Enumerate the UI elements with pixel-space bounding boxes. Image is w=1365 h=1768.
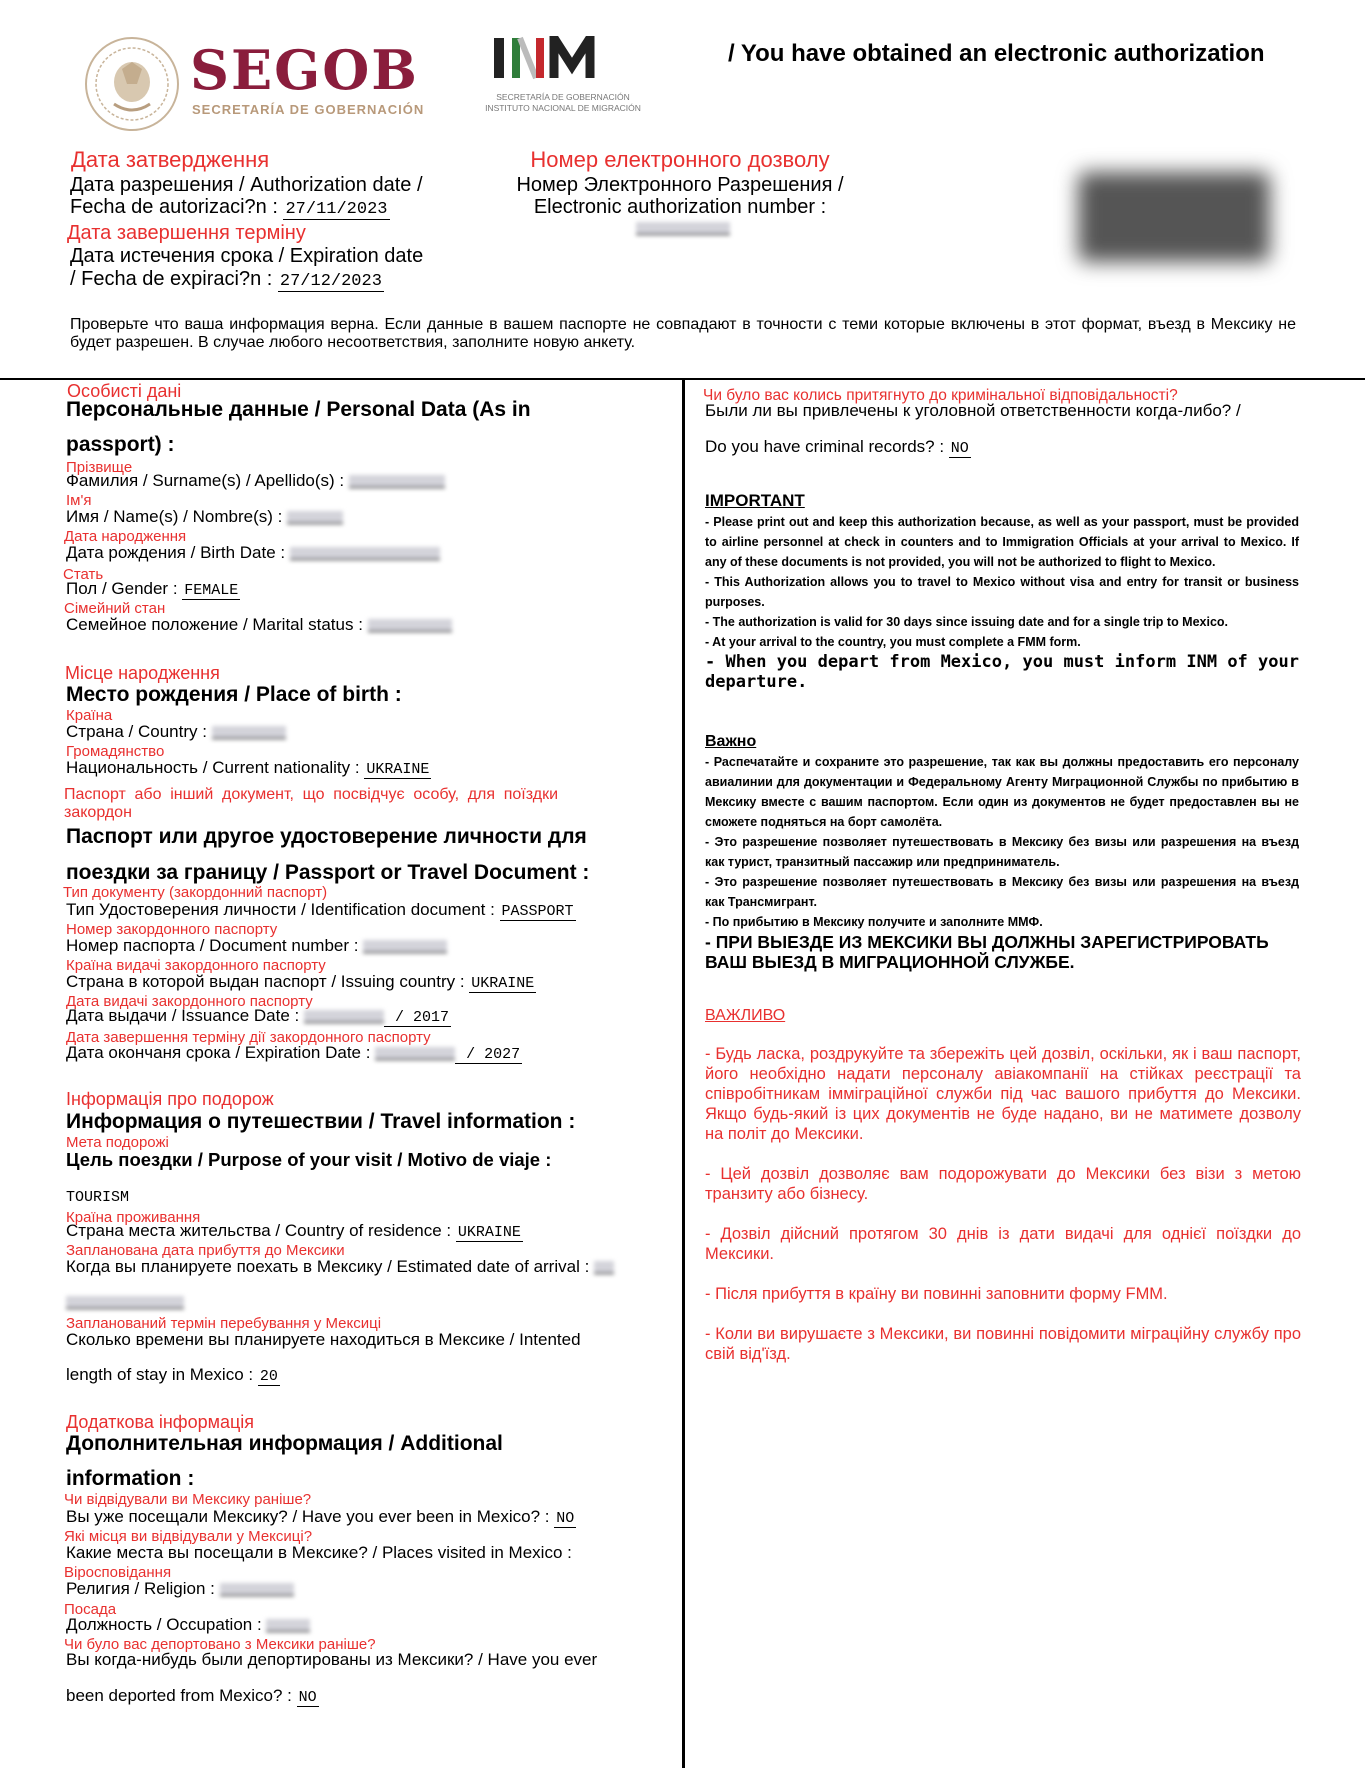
inm-logo — [468, 36, 658, 116]
expiry-line2 — [70, 268, 384, 293]
arrival-value-redacted-2 — [66, 1296, 184, 1309]
expiry-label-uk: Дата завершення терміну — [67, 222, 306, 244]
residence-label: Страна места жительства / Country of residence : — [66, 1221, 456, 1240]
occupation-value-redacted — [266, 1619, 310, 1632]
important-en-section — [705, 490, 1299, 692]
issuance-date-label: Дата выдачи / Issuance Date : — [66, 1006, 304, 1025]
religion-value-redacted — [220, 1583, 294, 1596]
dob-field — [66, 543, 440, 563]
marital-label-uk: Сімейний стан — [64, 600, 166, 617]
surname-value-redacted — [349, 475, 445, 488]
visited-value: NO — [556, 1510, 575, 1527]
issuance-date-redacted — [304, 1010, 384, 1023]
travel-heading: Информация о путешествии / Travel information : — [66, 1110, 576, 1133]
nationality-field — [66, 758, 431, 780]
expiration-date-label: Дата окончаня срока / Expiration Date : — [66, 1043, 376, 1062]
deported-label-uk: Чи було вас депортовано з Мексики раніше? — [64, 1636, 376, 1653]
doc-number-field — [66, 936, 447, 956]
issuance-date-value: / 2017 — [385, 1009, 449, 1026]
country-value-redacted — [212, 726, 286, 739]
nationality-value: UKRAINE — [366, 761, 430, 778]
stay-label-uk: Запланований термін перебування у Мексиці — [66, 1315, 382, 1332]
issuing-country-field — [66, 972, 536, 994]
important-ru-p5: - ПРИ ВЫЕЗДЕ ИЗ МЕКСИКИ ВЫ ДОЛЖНЫ ЗАРЕГИСТРИРОВАТЬ ВАШ ВЫЕЗД В МИГРАЦИОННОЙ СЛУЖБЕ. — [705, 932, 1269, 972]
approval-date-label-uk: Дата затвердження — [71, 147, 270, 172]
auth-date-line2 — [70, 196, 390, 221]
personal-heading-uk: Особисті дані — [67, 381, 182, 401]
surname-field — [66, 471, 445, 491]
arrival-label: Когда вы планируете поехать в Мексику / Estimated date of arrival : — [66, 1257, 595, 1276]
additional-heading-uk: Додаткова інформація — [66, 1412, 255, 1432]
criminal-value: NO — [950, 440, 969, 457]
marital-label: Семейное положение / Marital status : — [66, 615, 368, 634]
occupation-field — [66, 1615, 310, 1635]
religion-label: Религия / Religion : — [66, 1579, 220, 1598]
personal-heading-line1: Персональные данные / Personal Data (As in — [66, 398, 531, 421]
dob-label: Дата рождения / Birth Date : — [66, 543, 290, 562]
passport-heading-line2: поездки за границу / Passport or Travel Document : — [66, 861, 590, 884]
gender-field — [66, 579, 240, 601]
segob-logo — [82, 34, 442, 134]
issuance-date-label-uk: Дата видачі закордонного паспорту — [66, 993, 313, 1010]
doc-type-field — [66, 900, 576, 922]
important-ru-p3: - Это разрешение позволяет путешествовать в Мексику без визы или разрешения на въезд как Трансмигрант. — [705, 875, 1299, 909]
name-field — [66, 507, 343, 527]
expiration-date-label-uk: Дата завершення терміну дії закордонного паспорту — [66, 1029, 431, 1046]
important-uk-p2: - Цей дозвіл дозволяє вам подорожувати до Мексики без візи з метою транзиту або бізнесу. — [705, 1165, 1301, 1203]
issuing-country-value: UKRAINE — [471, 975, 535, 992]
important-uk-heading: ВАЖЛИВО — [705, 1007, 786, 1024]
name-value-redacted — [287, 511, 343, 524]
doc-number-label: Номер паспорта / Document number : — [66, 936, 364, 955]
auth-number-value-redacted — [636, 222, 730, 235]
visited-field — [66, 1507, 576, 1529]
page-title: / You have obtained an electronic authorization — [728, 40, 1265, 67]
residence-field — [66, 1221, 523, 1243]
birth-heading: Место рождения / Place of birth : — [66, 683, 402, 706]
additional-heading-line1: Дополнительная информация / Additional — [66, 1432, 503, 1455]
surname-label-uk: Прізвище — [66, 459, 133, 476]
stay-value: 20 — [259, 1368, 278, 1385]
passport-heading-uk: Паспорт або інший документ, що посвідчує особу, для поїздки закордон — [64, 786, 558, 821]
important-ru-p4: - По прибытию в Мексику получите и заполните ММФ. — [705, 915, 1043, 929]
nationality-label-uk: Громадянство — [66, 743, 165, 760]
mexican-eagle-seal-icon — [82, 34, 182, 134]
occupation-label-uk: Посада — [64, 1601, 117, 1618]
auth-number-line1: Номер Электронного Разрешения / — [516, 174, 844, 196]
occupation-label: Должность / Occupation : — [66, 1615, 267, 1634]
marital-field — [66, 615, 452, 635]
name-label-uk: Ім'я — [66, 492, 92, 509]
gender-value: FEMALE — [184, 582, 239, 599]
passport-heading-line1: Паспорт или другое удостоверение личности для — [66, 825, 587, 848]
places-label-uk: Які місця ви відвідували у Мексиці? — [64, 1528, 313, 1545]
nationality-label: Национальность / Current nationality : — [66, 758, 365, 777]
criminal-question-ru: Были ли вы привлечены к уголовной ответственности когда-либо? / — [705, 401, 1241, 420]
purpose-label-uk: Мета подорожі — [66, 1134, 169, 1151]
doc-number-label-uk: Номер закордонного паспорту — [66, 921, 278, 938]
purpose-value: TOURISM — [66, 1189, 130, 1206]
visited-label-uk: Чи відвідували ви Мексику раніше? — [64, 1491, 312, 1508]
important-ru-heading: Важно — [705, 733, 757, 750]
important-uk-section — [705, 1006, 1301, 1364]
additional-heading-line2: information : — [66, 1467, 195, 1490]
deported-field — [66, 1686, 319, 1708]
visited-label: Вы уже посещали Мексику? / Have you ever been in Mexico? : — [66, 1507, 555, 1526]
important-en-heading: IMPORTANT — [705, 491, 805, 510]
expiry-label: / Fecha de expiraci?n : — [70, 268, 278, 290]
country-field — [66, 722, 286, 742]
issuance-date-field — [66, 1006, 451, 1028]
doc-type-label: Тип Удостоверения личности / Identification document : — [66, 900, 500, 919]
segob-name: SEGOB — [190, 38, 419, 102]
deported-label: been deported from Mexico? : — [66, 1686, 297, 1705]
arrival-field — [66, 1257, 614, 1277]
inm-subtitle-1: SECRETARÍA DE GOBERNACIÓN — [496, 92, 630, 102]
qr-code-redacted — [1078, 172, 1270, 262]
important-en-p4: - At your arrival to the country, you must complete a FMM form. — [705, 635, 1081, 649]
issuing-country-label-uk: Країна видачі закордонного паспорту — [66, 957, 326, 974]
auth-number-label-uk: Номер електронного дозволу — [530, 147, 830, 172]
dob-value-redacted — [290, 547, 440, 560]
auth-date-line1: Дата разрешения / Authorization date / — [70, 174, 423, 196]
name-label: Имя / Name(s) / Nombre(s) : — [66, 507, 288, 526]
purpose-field — [66, 1186, 129, 1208]
residence-label-uk: Країна проживання — [66, 1209, 201, 1226]
inm-subtitle-2: INSTITUTO NACIONAL DE MIGRACIÓN — [485, 103, 641, 113]
criminal-question-uk: Чи було вас колись притягнуто до кримінальної відповідальності? — [703, 387, 1178, 404]
arrival-label-uk: Запланована дата прибуття до Мексики — [66, 1242, 345, 1259]
stay-line1: Сколько времени вы планируете находиться в Мексике / Intented — [66, 1330, 581, 1349]
vertical-divider — [682, 380, 685, 1768]
residence-value: UKRAINE — [457, 1224, 521, 1241]
stay-field — [66, 1365, 280, 1387]
important-en-p3: - The authorization is valid for 30 days since issuing date and for a single trip to Mexico. — [705, 615, 1229, 629]
surname-label: Фамилия / Surname(s) / Apellido(s) : — [66, 471, 349, 490]
marital-value-redacted — [368, 619, 452, 632]
religion-field — [66, 1579, 294, 1599]
important-uk-p3: - Дозвіл дійсний протягом 30 днів із дати видачі для однієї поїздки до Мексики. — [705, 1225, 1301, 1263]
travel-heading-uk: Інформація про подорож — [66, 1089, 274, 1109]
auth-date-label: Fecha de autorizaci?n : — [70, 196, 284, 218]
important-uk-p1: - Будь ласка, роздрукуйте та збережіть цей дозвіл, оскільки, як і ваш паспорт, його необхідно надати персоналу авіакомпанії на стійках реєстрації та співробітникам імміграційної служби під час вашого прибуття до Мексики. Якщо будь-який із цих документів не буде надано, ви не матимете дозволу на політ до Мексики. — [705, 1045, 1301, 1143]
auth-number-line2: Electronic authorization number : — [533, 196, 827, 218]
important-en-p5: - When you depart from Mexico, you must inform INM of your departure. — [705, 652, 1299, 692]
important-ru-p2: - Это разрешение позволяет путешествовать в Мексику без визы или разрешения на въезд как турист, транзитный пассажир или предприниматель. — [705, 835, 1299, 869]
segob-subtitle: SECRETARÍA DE GOBERNACIÓN — [192, 102, 425, 117]
gender-label-uk: Стать — [63, 566, 104, 583]
expiration-date-value: / 2027 — [457, 1046, 521, 1063]
expiry-line1: Дата истечения срока / Expiration date — [70, 245, 424, 267]
expiration-date-redacted — [375, 1047, 455, 1060]
stay-label: length of stay in Mexico : — [66, 1365, 258, 1384]
criminal-field — [705, 437, 971, 459]
country-label-uk: Країна — [66, 707, 113, 724]
deported-line1: Вы когда-нибудь были депортированы из Мексики? / Have you ever — [66, 1650, 598, 1669]
deported-value: NO — [298, 1689, 317, 1706]
expiry-value: 27/12/2023 — [279, 272, 382, 291]
birth-heading-uk: Місце народження — [65, 663, 220, 683]
issuing-country-label: Страна в которой выдан паспорт / Issuing country : — [66, 972, 470, 991]
expiration-date-field — [66, 1043, 522, 1065]
dob-label-uk: Дата народження — [64, 528, 187, 545]
personal-heading-line2: passport) : — [66, 433, 175, 456]
country-label: Страна / Country : — [66, 722, 212, 741]
gender-label: Пол / Gender : — [66, 579, 183, 598]
doc-type-value: PASSPORT — [501, 903, 574, 920]
important-en-p2: - This Authorization allows you to travel to Mexico without visa and entry for transit or business purposes. — [705, 575, 1299, 609]
purpose-label: Цель поездки / Purpose of your visit / Motivo de viaje : — [66, 1149, 552, 1170]
religion-label-uk: Віросповідання — [64, 1564, 172, 1581]
places-label: Какие места вы посещали в Мексике? / Places visited in Mexico : — [66, 1543, 572, 1562]
important-ru-p1: - Распечатайте и сохраните это разрешение, так как вы должны предоставить его персоналу авиалинии для документации и Федеральному Агенту Миграционной Службы по прибытию в Мексику вместе с вашим паспортом. Если один из документов не будет предоставлен вы не сможете подняться на борт самолёта. — [705, 755, 1299, 829]
doc-number-value-redacted — [363, 940, 447, 953]
criminal-question-en: Do you have criminal records? : — [705, 437, 949, 456]
doc-type-label-uk: Тип документу (закордонний паспорт) — [63, 884, 328, 901]
important-uk-p4: - Після прибуття в країну ви повинні заповнити форму FMM. — [705, 1285, 1168, 1303]
important-ru-section — [705, 732, 1299, 972]
arrival-value-redacted-1 — [594, 1261, 614, 1274]
auth-date-value: 27/11/2023 — [285, 200, 388, 219]
verification-notice: Проверьте что ваша информация верна. Если данные в вашем паспорте не совпадают в точности с теми которые включены в этот формат, въезд в Мексику не будет разрешен. В случае любого несоответствия, заполните новую анкету. — [70, 316, 1296, 351]
important-en-p1: - Please print out and keep this authorization because, as well as your passport, must be provided to airline personnel at check in counters and to Immigration Officials at your arrival to Mexico. If any of these documents is not provided, you will not be authorized to flight to Mexico. — [705, 515, 1299, 569]
important-uk-p5: - Коли ви вирушаєте з Мексики, ви повинні повідомити міграційну службу про свій від'їзд. — [705, 1325, 1301, 1363]
inm-logo-icon — [492, 36, 632, 80]
